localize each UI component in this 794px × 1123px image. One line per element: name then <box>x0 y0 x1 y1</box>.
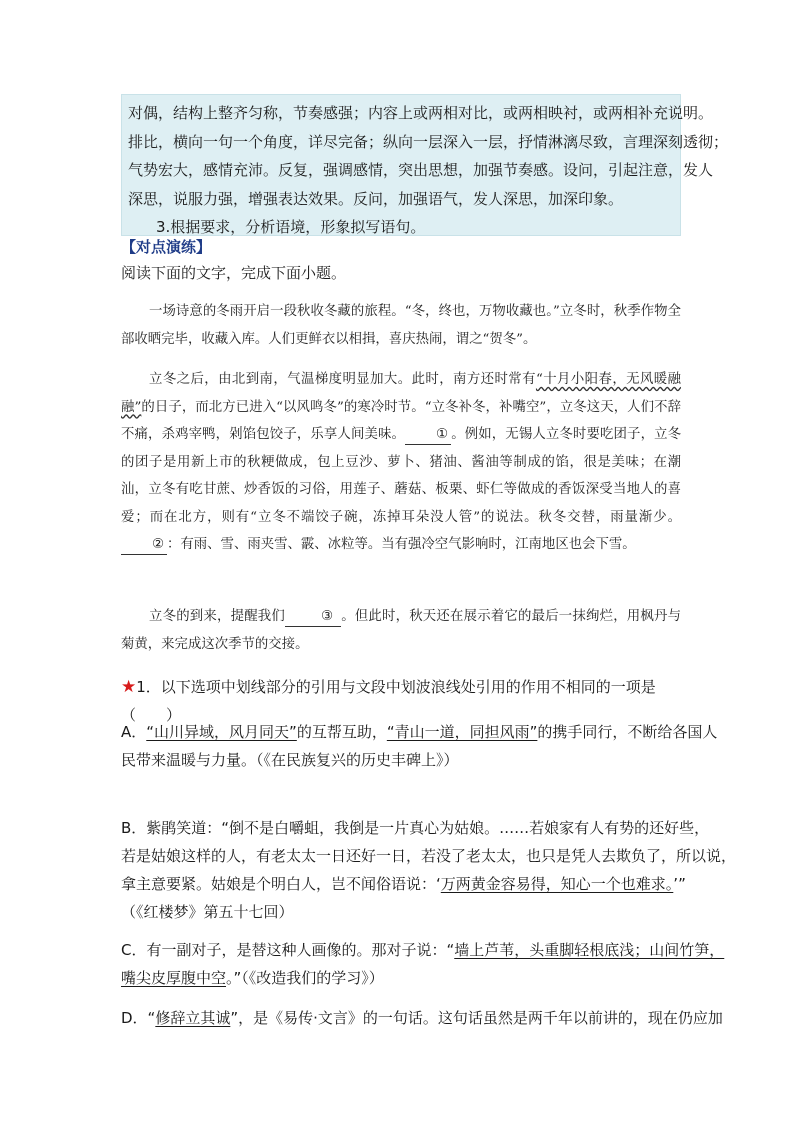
text-segment: 拿主意要紧。姑娘是个明白人，岂不闻俗语说：‘ <box>121 875 441 893</box>
blank-3: ③ <box>285 608 341 627</box>
paragraph-text <box>121 366 681 559</box>
tip-line: 3.根据要求，分析语境，形象拟写语句。 <box>156 218 426 236</box>
answer-parentheses: （ ） <box>121 706 182 724</box>
option-c <box>121 936 725 992</box>
star-icon: ★ <box>121 677 137 697</box>
underlined-quote: 嘴尖皮厚腹中空 <box>121 969 227 987</box>
wavy-quote: “十月小阳春，无风暖融融” <box>121 372 681 415</box>
option-b <box>121 814 737 926</box>
text-segment: ”，是《易传·文言》的一句话。这句话虽然是两千年以前讲的，现在仍应加 <box>230 1009 723 1027</box>
passage-paragraph-1 <box>121 298 681 353</box>
option-label: A． <box>121 723 147 741</box>
text-segment: D．“ <box>121 1009 156 1027</box>
section-title: 【对点演练】 <box>121 238 212 256</box>
text-segment: C．有一副对子，是替这种人画像的。那对子说：“ <box>121 941 455 959</box>
tip-line: 深思，说服力强，增强表达效果。反问，加强语气，发人深思，加深印象。 <box>128 189 624 208</box>
text-segment: 。但此时，秋天还在展示着它的最后一抹绚烂，用枫丹与菊黄，来完成这次季节的交接。 <box>121 609 681 652</box>
paragraph-text: 一场诗意的冬雨开启一段秋收冬藏的旅程。“冬，终也，万物收藏也。”立冬时，秋季作物全部收晒完毕，收藏入库。人们更鲜衣以相揖，喜庆热闹，谓之“贺冬”。 <box>121 304 681 347</box>
underlined-quote: 修辞立其诚 <box>155 1009 231 1027</box>
tip-line: 排比，横向一句一个角度，详尽完备；纵向一层深入一层，抒情淋漓尽致，言理深刻透彻； <box>128 132 729 151</box>
option-line: B．紫鹃笑道：“倒不是白嚼蛆，我倒是一片真心为姑娘。……若娘家有人有势的还好些， <box>121 819 710 837</box>
underlined-quote: “山川异域，风月同天” <box>146 723 297 741</box>
underlined-quote: 万两黄金容易得，知心一个也难求。 <box>440 875 674 893</box>
text-segment: 。例如，无锡人立冬时要吃团子，立冬的团子是用新上市的秋粳做成，包上豆沙、萝卜、猪油、酱油等制成的馅，很是美味；在潮汕，立冬有吃甘蔗、炒香饭的习俗，用莲子、蘑菇、板栗、虾仁等做成的香饭深受当地人的喜爱；而在北方，则有“立冬不端饺子碗，冻掉耳朵没人管”的说法。秋冬交替，雨量渐少。 <box>121 427 682 525</box>
tip-line: 对偶，结构上整齐匀称，节奏感强；内容上或两相对比，或两相映衬，或两相补充说明。 <box>128 104 714 122</box>
tip-line: 气势宏大，感情充沛。反复，强调感情，突出思想，加强节奏感。设问，引起注意，发人 <box>128 161 714 179</box>
question-text: 1．以下选项中划线部分的引用与文段中划波浪线处引用的作用不相同的一项是 <box>136 678 656 696</box>
tip-box <box>121 94 729 236</box>
underlined-quote: 墙上芦苇，头重脚轻根底浅；山间竹笋， <box>454 941 725 959</box>
option-d <box>121 1004 723 1032</box>
text-segment: ：有雨、雪、雨夹雪、霰、冰粒等。当有强冷空气影响时，江南地区也会下雪。 <box>167 537 636 552</box>
paragraph-text <box>121 603 681 658</box>
text-segment: 立冬的到来，提醒我们 <box>149 609 285 624</box>
text-segment: 的日子，而北方已进入“以风鸣冬”的寒冷时节。“立冬补冬，补嘴空”，立冬这天，人们不辞不痛，杀鸡宰鸭，剁馅包饺子，乐享人间美味。 <box>121 399 681 442</box>
text-segment: 立冬之后，由北到南，气温梯度明显加大。此时，南方还时常有 <box>149 372 536 387</box>
blank-2: ② <box>121 536 167 555</box>
text-segment: 的携手同行，不断给各国人 <box>537 723 718 741</box>
option-line: （《红楼梦》第五十七回） <box>121 903 294 921</box>
blank-1: ① <box>405 426 451 445</box>
underlined-quote: “青山一道，同担风雨” <box>386 723 538 741</box>
instruction: 阅读下面的文字，完成下面小题。 <box>121 264 347 282</box>
option-line: 若是姑娘这样的人，有老太太一日还好一日，若没了老太太，也只是凭人去欺负了，所以说， <box>121 847 737 865</box>
text-segment: ’” <box>673 875 686 893</box>
text-segment: 。”（《改造我们的学习》） <box>226 969 384 987</box>
passage-paragraph-2 <box>121 366 681 559</box>
option-a <box>121 718 718 774</box>
passage-paragraph-3 <box>121 603 681 658</box>
option-line: 民带来温暖与力量。（《在民族复兴的历史丰碑上》） <box>121 751 459 769</box>
text-segment: 的互帮互助， <box>296 723 387 741</box>
